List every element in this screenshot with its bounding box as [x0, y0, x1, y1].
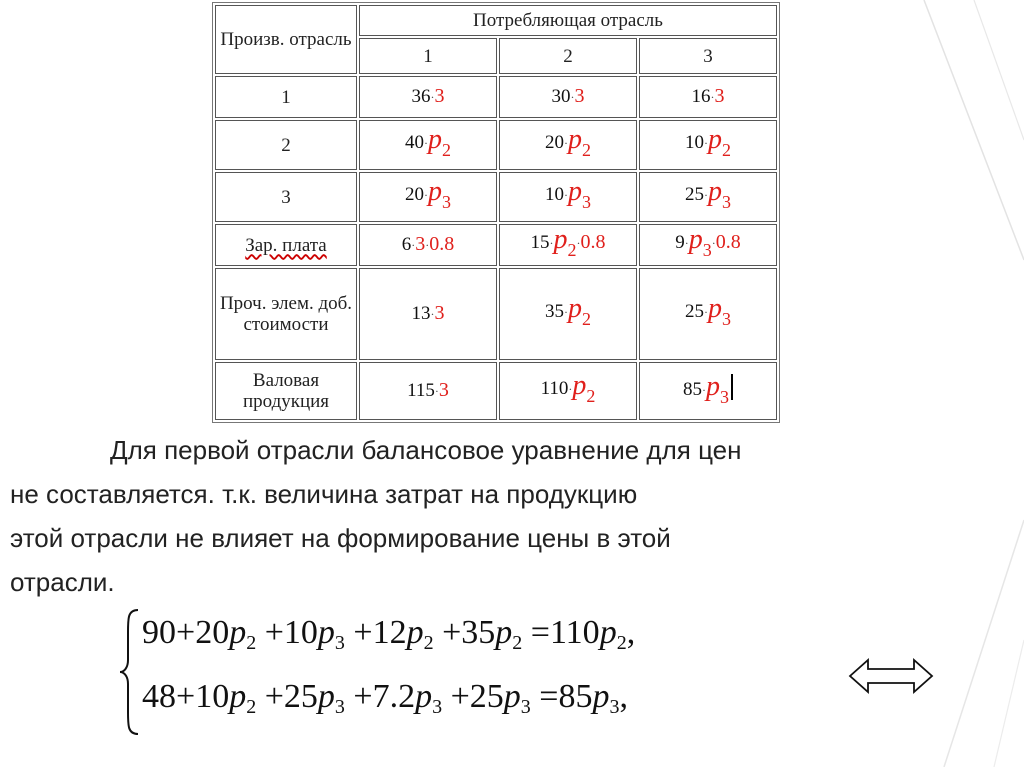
- table-row: [215, 76, 777, 118]
- row-label: Проч. элем. доб. стоимости: [215, 268, 357, 360]
- table-cell: 16·3: [639, 76, 777, 118]
- table-cell: 115·3: [359, 362, 497, 420]
- table-cell: 85·p3: [639, 362, 777, 420]
- explanation-text: [10, 428, 970, 604]
- table-cell: 20·p3: [359, 172, 497, 222]
- row-label: 3: [215, 172, 357, 222]
- table-cell: 30·3: [499, 76, 637, 118]
- header-consumer: Потребляющая отрасль: [359, 5, 777, 36]
- text-line: не составляется. т.к. величина затрат на продукцию: [10, 479, 638, 509]
- table-row: [215, 268, 777, 360]
- table-cell: 6·3·0.8: [359, 224, 497, 266]
- table-cell: 25·p3: [639, 172, 777, 222]
- table-cell: 36·3: [359, 76, 497, 118]
- table-cell: 15·p2·0.8: [499, 224, 637, 266]
- table-cell: 25·p3: [639, 268, 777, 360]
- equation-2: $48+10p_2 +25p_3 +7.2p_3 +25p_3 =85p_3$,: [142, 678, 628, 718]
- table-cell: 20·p2: [499, 120, 637, 170]
- table-row: [215, 120, 777, 170]
- text-cursor: [731, 374, 733, 400]
- io-table-image: [208, 0, 784, 414]
- equation-1: $90+20p_2 +10p_3 +12p_2 +35p_2 =110p_2$,: [142, 614, 636, 654]
- table-cell: 35·p2: [499, 268, 637, 360]
- table-cell: 40·p2: [359, 120, 497, 170]
- text-line: Для первой отрасли балансовое уравнение для цен: [110, 435, 742, 465]
- text-line: отрасли.: [10, 567, 115, 597]
- table-cell: 10·p3: [499, 172, 637, 222]
- input-output-table: [212, 2, 780, 423]
- left-brace-icon: [118, 608, 140, 736]
- header-producer: Произв. отрасль: [215, 5, 357, 74]
- table-cell: 13·3: [359, 268, 497, 360]
- equation-system: [118, 608, 818, 736]
- table-cell: 110·p2: [499, 362, 637, 420]
- row-label: Валовая продукция: [215, 362, 357, 420]
- col-header: 2: [499, 38, 637, 74]
- row-label: Зар. плата: [215, 224, 357, 266]
- col-header: 1: [359, 38, 497, 74]
- double-arrow-icon: [848, 656, 934, 696]
- table-row: [215, 362, 777, 420]
- row-label: 2: [215, 120, 357, 170]
- table-cell: 10·p2: [639, 120, 777, 170]
- row-label: 1: [215, 76, 357, 118]
- table-row: [215, 224, 777, 266]
- text-line: этой отрасли не влияет на формирование цены в этой: [10, 523, 671, 553]
- table-cell: 9·p3·0.8: [639, 224, 777, 266]
- table-row: [215, 172, 777, 222]
- slide-decoration: [884, 0, 1024, 767]
- col-header: 3: [639, 38, 777, 74]
